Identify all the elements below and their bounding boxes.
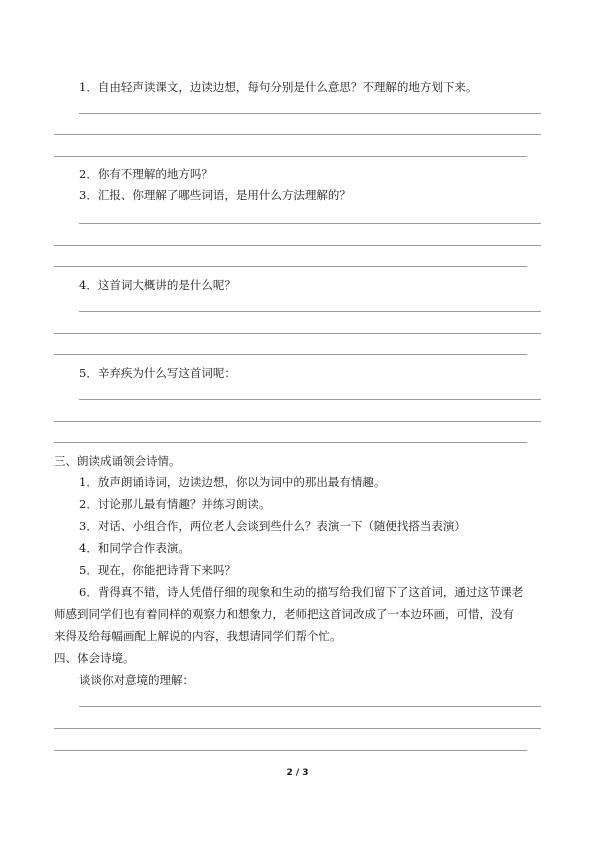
answer-line — [54, 245, 541, 246]
section-3-item: 4．和同学合作表演。 — [79, 541, 190, 555]
answer-line — [54, 354, 527, 355]
answer-line — [54, 266, 527, 267]
section-3-item: 1．放声朗诵诗词，边读边想，你以为词中的那出最有情趣。 — [79, 475, 386, 489]
answer-line — [79, 706, 541, 707]
section-3-paragraph-6: 6．背得真不错，诗人凭借仔细的现象和生动的描写给我们留下了这首词，通过这节课老 — [79, 585, 524, 599]
answer-line — [54, 750, 527, 751]
section-3-paragraph-6: 师感到同学们也有着同样的观察力和想象力，老师把这首词改成了一本边环画，可惜，没有 — [54, 607, 514, 621]
section-4-prompt: 谈谈你对意境的理解： — [79, 673, 194, 687]
question-2: 2．你有不理解的地方吗？ — [79, 167, 213, 181]
answer-line — [79, 311, 541, 312]
answer-line — [79, 113, 541, 114]
answer-line — [54, 134, 541, 135]
page-number: 2 / 3 — [286, 768, 309, 778]
section-3-item: 5．现在，你能把诗背下来吗？ — [79, 563, 236, 577]
question-3: 3．汇报、你理解了哪些词语，是用什么方法理解的？ — [79, 188, 351, 202]
section-3-paragraph-6: 来得及给每幅画配上解说的内容，我想请同学们帮个忙。 — [54, 629, 342, 643]
answer-line — [54, 333, 541, 334]
answer-line — [54, 156, 527, 157]
answer-line — [79, 399, 541, 400]
question-5: 5．辛弃疾为什么写这首词呢： — [79, 366, 236, 380]
question-4: 4．这首词大概讲的是什么呢？ — [79, 278, 236, 292]
question-1: 1．自由轻声读课文，边读边想，每句分别是什么意思？不理解的地方划下来。 — [79, 80, 478, 94]
section-4-heading: 四、体会诗境。 — [54, 651, 135, 665]
section-3-heading: 三、朗读成诵领会诗情。 — [54, 454, 181, 468]
section-3-item: 2．讨论那儿最有情趣？并练习朗读。 — [79, 497, 271, 511]
answer-line — [54, 421, 541, 422]
answer-line — [54, 442, 527, 443]
answer-line — [79, 223, 541, 224]
section-3-item: 3．对话、小组合作，两位老人会谈到些什么？表演一下（随便找搭当表演） — [79, 519, 466, 533]
answer-line — [54, 728, 541, 729]
